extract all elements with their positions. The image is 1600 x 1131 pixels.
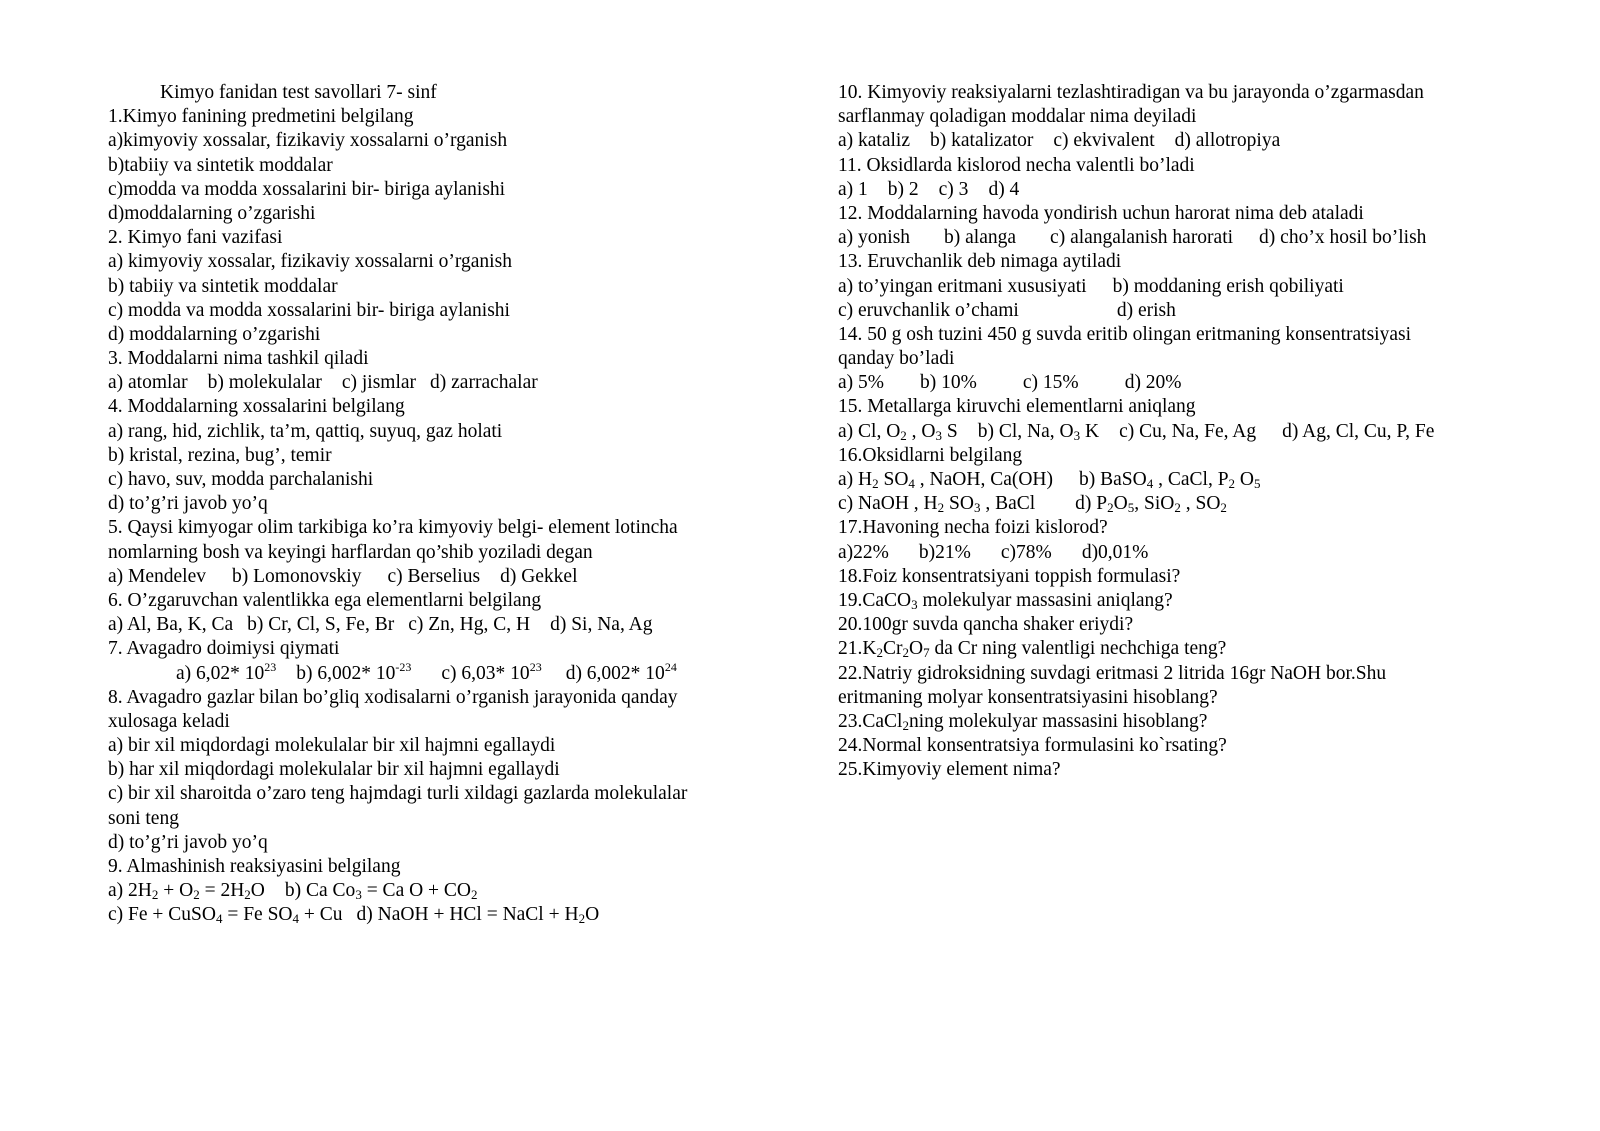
q1-option-c: c)modda va modda xossalarini bir- biriga aylanishi [108,178,506,200]
q7-option-d: d) 6,002* $10^{24}$ [565,659,677,684]
q13-option-b: b) moddaning erish qobiliyati [1112,275,1344,297]
q5-option-b: b) Lomonovskiy [232,565,362,587]
q7-option-b: b) 6,002* $10^{-23}$ [296,659,412,684]
question-18: 18.Foiz konsentratsiyani toppish formulasi? [838,565,1181,587]
q14-option-b: b) 10% [920,372,977,394]
q13-options-cd [838,299,1578,323]
q11-option-a: a) 1 [838,178,868,200]
q17-option-b: b)21% [918,541,971,563]
q9-options-cd: c) Fe + CuSO$_4$ = Fe $SO_4 + Cu$ d) NaOH + HCl = NaCl + $H_2O$ [108,904,600,927]
question-5-line-1: 5. Qaysi kimyogar olim tarkibiga ko’ra kimyoviy belgi- element lotincha [108,517,678,539]
question-12: 12. Moddalarning havoda yondirish uchun harorat nima deb ataladi [838,202,1364,224]
q4-option-a: a) rang, hid, zichlik, ta’m, qattiq, suyuq, gaz holati [108,420,503,442]
right-column [838,81,1578,782]
q7-option-a: a) 6,02* $10^{23}$ [176,659,277,684]
q3-option-c: c) jismlar [341,372,417,394]
question-6: 6. O’zgaruvchan valentlikka ega elementlarni belgilang [108,589,542,611]
question-7: 7. Avagadro doimiysi qiymati [108,638,340,660]
question-9: 9. Almashinish reaksiyasini belgilang [108,856,401,877]
q14-option-c: c) 15% [1022,372,1079,394]
q3-option-a: a) atomlar [108,372,188,394]
q6-option-a: a) Al, Ba, K, Ca [108,614,234,636]
q6-option-d: d) Si, Na, Ag [550,614,653,636]
q11-option-c: c) 3 [938,178,969,200]
question-14-line-2: qanday bo’ladi [838,348,955,370]
q2-option-d: d) moddalarning o’zgarishi [108,323,321,345]
q5-options [108,565,748,589]
question-8-line-2: xulosaga keladi [108,710,230,732]
q10-option-b: b) katalizator [930,130,1034,152]
q8-option-a: a) bir xil miqdordagi molekulalar bir xil hajmni egallaydi [108,735,556,757]
q6-option-c: c) Zn, Hg, C, H [408,614,531,636]
q1-option-a: a)kimyoviy xossalar, fizikaviy xossalarni o’rganish [108,130,508,152]
q11-options [838,178,1578,202]
question-17: 17.Havoning necha foizi kislorod? [838,517,1108,539]
q14-option-d: d) 20% [1124,372,1182,394]
question-19: 19.CaCO$_3$ molekulyar massasini aniqlang? [838,589,1173,612]
q10-option-a: a) kataliz [838,130,910,152]
q7-options [108,659,748,686]
q17-option-d: d)0,01% [1081,541,1149,563]
q11-option-b: b) 2 [887,178,919,200]
q13-option-d: d) erish [1116,299,1176,321]
q5-option-a: a) Mendelev [108,565,206,587]
q5-option-c: c) Berselius [387,565,481,587]
question-22-line-1: 22.Natriy gidroksidning suvdagi eritmasi 2 litrida 16gr NaOH bor.Shu [838,662,1387,684]
question-15: 15. Metallarga kiruvchi elementlarni aniqlang [838,396,1196,418]
question-22-line-2: eritmaning molyar konsentratsiyasini hisoblang? [838,686,1218,708]
q3-options [108,371,748,395]
q13-option-a: a) to’yingan eritmani xususiyati [838,275,1087,297]
question-16: 16.Oksidlarni belgilang [838,444,1023,466]
question-14-line-1: 14. 50 g osh tuzini 450 g suvda eritib olingan eritmaning konsentratsiyasi [838,323,1412,345]
question-1: 1.Kimyo fanining predmetini belgilang [108,106,414,128]
page-title: Kimyo fanidan test savollari 7- sinf [160,82,437,103]
question-23: 23.CaCl$_2$ning molekulyar massasini hisoblang? [838,710,1208,733]
q13-option-c: c) eruvchanlik o’chami [838,299,1019,321]
q2-option-a: a) kimyoviy xossalar, fizikaviy xossalarni o’rganish [108,251,512,273]
q2-option-b: b) tabiiy va sintetik moddalar [108,275,338,297]
question-3: 3. Moddalarni nima tashkil qiladi [108,348,369,370]
question-13: 13. Eruvchanlik deb nimaga aytiladi [838,251,1122,273]
question-4: 4. Moddalarning xossalarini belgilang [108,396,405,418]
q8-option-b: b) har xil miqdordagi molekulalar bir xil hajmni egallaydi [108,759,560,781]
q3-option-d: d) zarrachalar [430,372,538,394]
q17-options [838,541,1578,565]
q3-option-b: b) molekulalar [207,372,322,394]
q4-option-b: b) kristal, rezina, bug’, temir [108,444,332,466]
q4-option-d: d) to’g’ri javob yo’q [108,493,268,515]
question-10-line-1: 10. Kimyoviy reaksiyalarni tezlashtiradigan va bu jarayonda o’zgarmasdan [838,82,1424,103]
q8-option-c-line-2: soni teng [108,807,179,829]
q12-options [838,226,1578,250]
question-8-line-1: 8. Avagadro gazlar bilan bo’gliq xodisalarni o’rganish jarayonida qanday [108,686,678,708]
q1-option-d: d)moddalarning o’zgarishi [108,202,316,224]
q12-option-c: c) alangalanish harorati [1050,227,1234,249]
question-20: 20.100gr suvda qancha shaker eriydi? [838,614,1134,636]
q11-option-d: d) 4 [988,178,1020,200]
q17-option-c: c)78% [1000,541,1052,563]
q17-option-a: a)22% [838,541,889,563]
q13-options-ab [838,275,1578,299]
q8-option-d: d) to’g’ri javob yo’q [108,831,268,853]
question-25: 25.Kimyoviy element nima? [838,759,1061,781]
q10-options [838,129,1578,153]
q4-option-c: c) havo, suv, modda parchalanishi [108,469,374,490]
q6-option-b: b) Cr, Cl, S, Fe, Br [247,614,395,636]
question-24: 24.Normal konsentratsiya formulasini ko`rsating? [838,735,1227,757]
question-21: $21.K_2Cr_2O_7$ da Cr ning valentligi nechchiga teng? [838,638,1227,661]
q8-option-c-line-1: c) bir xil sharoitda o’zaro teng hajmdagi turli xildagi gazlarda molekulalar [108,783,688,805]
question-11: 11. Oksidlarda kislorod necha valentli bo’ladi [838,154,1195,176]
q5-option-d: d) Gekkel [500,565,578,587]
q12-option-a: a) yonish [838,227,911,249]
q10-option-c: c) ekvivalent [1053,130,1155,152]
question-5-line-2: nomlarning bosh va keyingi harflardan qo’shib yoziladi degan [108,541,593,563]
q12-option-d: d) cho’x hosil bo’lish [1259,227,1427,249]
q1-option-b: b)tabiiy va sintetik moddalar [108,154,333,176]
left-column [108,81,748,928]
q14-option-a: a) 5% [838,372,885,394]
q7-option-c: c) 6,03* $10^{23}$ [441,659,542,684]
question-2: 2. Kimyo fani vazifasi [108,227,283,249]
q16-options-ab: a) $H_2$ $SO_4$ , NaOH, Ca(OH) b) BaSO$_4$ , CaCl, $P_2$ $O_5$ [838,469,1261,491]
q10-option-d: d) allotropiya [1174,130,1281,152]
q15-options: a) Cl, $O_2$ , $O_3$ S b) Cl, Na, $O_3$ K c) Cu, Na, Fe, Ag d) Ag, Cl, Cu, P, Fe [838,420,1435,443]
q6-options [108,613,748,637]
q16-options-cd: c) NaOH , $H_2$ $SO_3$ , BaCl d) $P_2O_5$, SiO$_2$ , $SO_2$ [838,493,1227,516]
q2-option-c: c) modda va modda xossalarini bir- biriga aylanishi [108,299,510,321]
q9-options-ab: a) $2H_2 + O_2 = 2H_2O$ b) Ca $Co_3 = Ca$ $O + CO_2$ [108,880,478,903]
q12-option-b: b) alanga [944,227,1017,249]
q14-options [838,371,1578,395]
question-10-line-2: sarflanmay qoladigan moddalar nima deyiladi [838,106,1197,128]
